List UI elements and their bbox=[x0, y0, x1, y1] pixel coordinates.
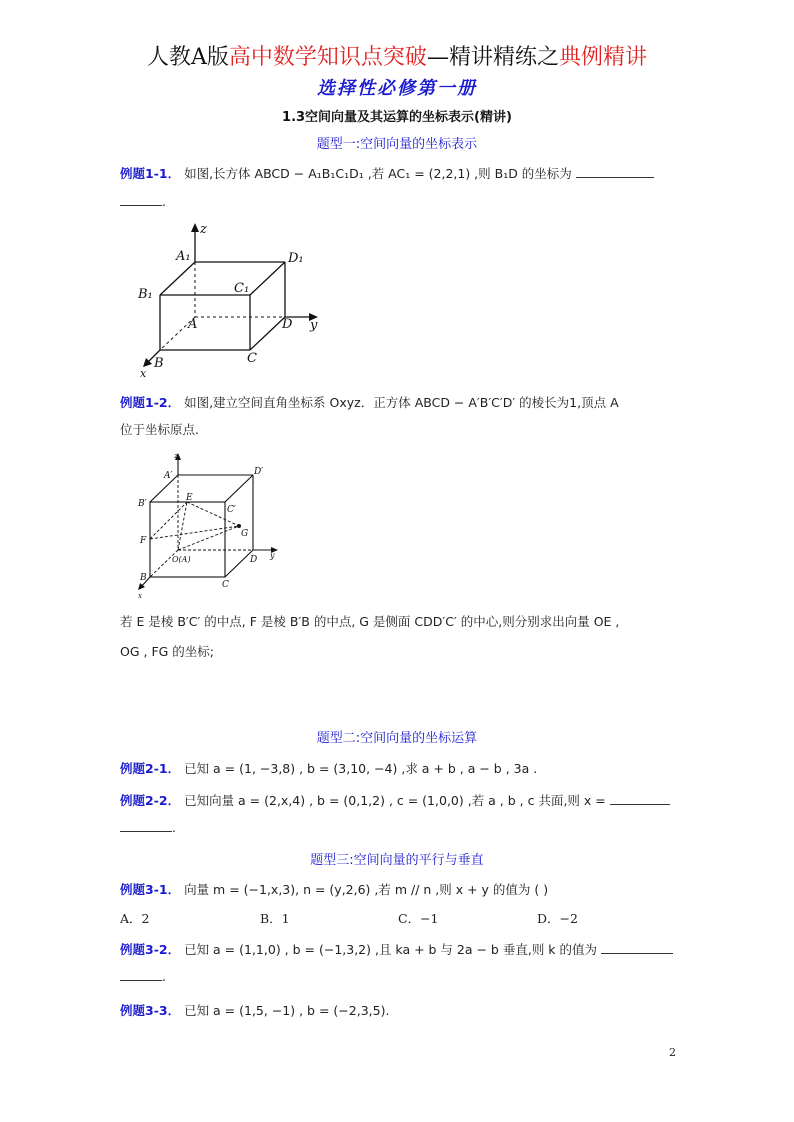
example-2-2-line2: . bbox=[120, 819, 680, 835]
example-1-1-line2: . bbox=[120, 193, 680, 209]
example-1-1-text: 如图,长方体 ABCD − A₁B₁C₁D₁ ,若 AC₁ = (2,2,1) ,则 B₁D 的坐标为 bbox=[184, 166, 572, 181]
fig2-label-C: C bbox=[222, 580, 229, 590]
example-3-1 bbox=[120, 880, 680, 898]
fig1-label-C: C bbox=[247, 351, 257, 366]
example-1-1-label: 例题1-1． bbox=[120, 166, 181, 181]
example-3-2-line2: . bbox=[120, 968, 680, 984]
fig2-label-Bp: B′ bbox=[138, 499, 147, 509]
fig2-label-Cp: C′ bbox=[227, 505, 236, 515]
answer-blank-cont bbox=[120, 193, 162, 206]
example-2-1 bbox=[120, 759, 680, 777]
example-2-2-text: 已知向量 a = (2,x,4) , b = (0,1,2) , c = (1,0,0) ,若 a , b , c 共面,则 x = bbox=[184, 793, 606, 808]
fig2-label-x: x bbox=[138, 592, 142, 600]
fig1-label-D1: D₁ bbox=[288, 251, 304, 266]
example-1-2 bbox=[120, 393, 680, 411]
fig2-label-G: G bbox=[241, 529, 249, 539]
example-1-2-text2: 位于坐标原点. bbox=[120, 422, 199, 437]
example-3-2-label: 例题3-2． bbox=[120, 942, 181, 957]
fig2-label-z: z bbox=[174, 452, 178, 460]
choice-b: B．1 bbox=[260, 911, 290, 926]
fig1-label-C1: C₁ bbox=[234, 281, 250, 296]
section-title: 1.3空间向量及其运算的坐标表示(精讲) bbox=[282, 110, 512, 125]
example-1-2-label: 例题1-2． bbox=[120, 395, 181, 410]
example-3-3 bbox=[120, 1001, 680, 1019]
fig1-label-x: x bbox=[140, 367, 147, 380]
choice-d: D．−2 bbox=[537, 911, 578, 926]
fig1-label-D: D bbox=[282, 317, 293, 332]
fig2-label-F: F bbox=[140, 536, 147, 546]
type2-heading: 题型二:空间向量的坐标运算 bbox=[316, 731, 478, 746]
header-part2: 高中数学知识点突破 bbox=[228, 45, 427, 70]
page-number: 2 bbox=[669, 1046, 676, 1059]
fig1-label-A: A bbox=[188, 317, 198, 332]
answer-blank bbox=[601, 941, 673, 954]
header-part4: 典例精讲 bbox=[558, 45, 647, 70]
fig2-label-B: B bbox=[140, 573, 147, 583]
fig2-label-D: D bbox=[250, 555, 258, 565]
fig1-label-B: B bbox=[154, 356, 164, 371]
fig1-label-z: z bbox=[200, 222, 207, 237]
answer-blank bbox=[576, 165, 654, 178]
answer-blank-cont bbox=[120, 819, 172, 832]
page-header bbox=[0, 40, 794, 71]
example-3-1-text: 向量 m = (−1,x,3), n = (y,2,6) ,若 m // n ,则 x + y 的值为 ( ) bbox=[184, 882, 549, 897]
example-2-1-label: 例题2-1． bbox=[120, 761, 181, 776]
fig1-label-B1: B₁ bbox=[138, 287, 153, 302]
example-2-1-text: 已知 a = (1, −3,8) , b = (3,10, −4) ,求 a + b , a − b , 3a . bbox=[184, 761, 538, 776]
fig2-label-E: E bbox=[186, 493, 193, 503]
example-1-1 bbox=[120, 164, 680, 182]
example-3-2 bbox=[120, 940, 680, 958]
example-1-2-question-line1: 若 E 是棱 B′C′ 的中点, F 是棱 B′B 的中点, G 是侧面 CDD′C′ 的中心,则分别求出向量 OE , bbox=[120, 614, 620, 629]
choice-c: C．−1 bbox=[398, 911, 439, 926]
type1-heading: 题型一:空间向量的坐标表示 bbox=[316, 137, 478, 152]
fig2-label-y: y bbox=[270, 551, 275, 560]
example-2-2-label: 例题2-2． bbox=[120, 793, 181, 808]
example-3-1-label: 例题3-1． bbox=[120, 882, 181, 897]
header-part1: 人教A版 bbox=[147, 45, 229, 70]
answer-blank bbox=[610, 792, 670, 805]
example-1-2-question-line2: OG , FG 的坐标; bbox=[120, 644, 215, 659]
book-subtitle: 选择性必修第一册 bbox=[317, 78, 477, 99]
example-3-2-text: 已知 a = (1,1,0) , b = (−1,3,2) ,且 ka + b 与 2a − b 垂直,则 k 的值为 bbox=[184, 942, 597, 957]
type3-heading: 题型三:空间向量的平行与垂直 bbox=[310, 853, 484, 868]
example-3-3-text: 已知 a = (1,5, −1) , b = (−2,3,5). bbox=[184, 1003, 390, 1018]
fig2-label-OA: O(A) bbox=[172, 555, 191, 564]
cube-figure bbox=[130, 450, 290, 600]
choice-a: A．2 bbox=[120, 911, 150, 926]
answer-blank-cont bbox=[120, 968, 162, 981]
fig1-label-A1: A₁ bbox=[176, 249, 191, 264]
example-2-2 bbox=[120, 791, 680, 809]
example-1-2-text: 如图,建立空间直角坐标系 Oxyz．正方体 ABCD − A′B′C′D′ 的棱长为1,顶点 A bbox=[184, 395, 619, 410]
header-part3: —精讲精练之 bbox=[426, 45, 559, 70]
fig1-label-y: y bbox=[310, 318, 318, 333]
cuboid-figure bbox=[130, 220, 340, 380]
fig2-label-Dp: D′ bbox=[254, 467, 264, 477]
example-3-3-label: 例题3-3． bbox=[120, 1003, 181, 1018]
fig2-label-Ap: A′ bbox=[164, 471, 173, 481]
